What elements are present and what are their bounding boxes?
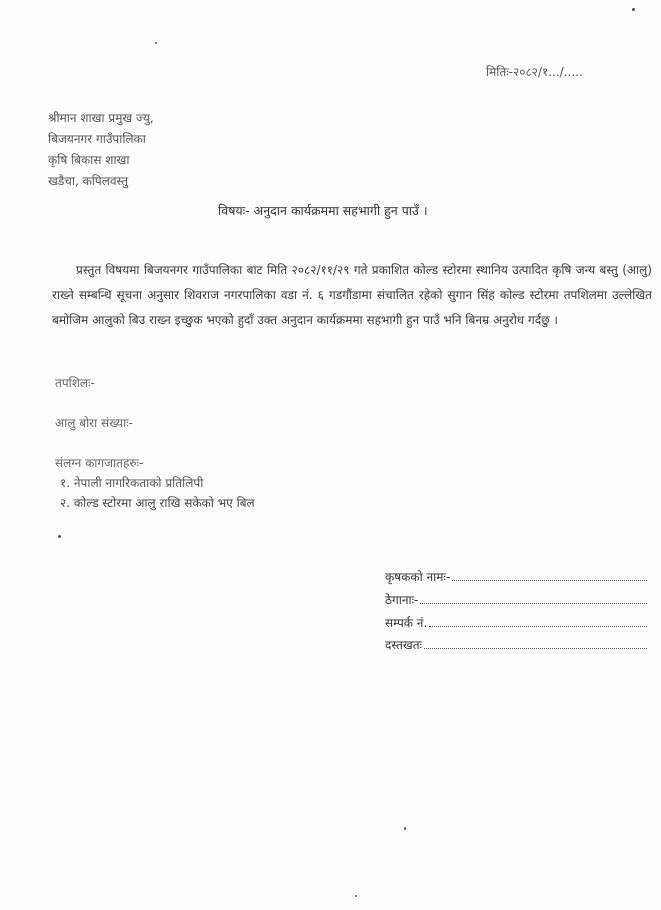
address-field — [385, 591, 647, 608]
scan-speck — [155, 42, 157, 44]
attachment-item: १. नेपाली नागरिकताको प्रतिलिपी — [60, 476, 204, 490]
dotted-line — [420, 593, 647, 604]
recipient-title: श्रीमान शाखा प्रमुख ज्यु, — [48, 111, 154, 125]
scan-speck — [355, 895, 357, 897]
recipient-location: खडैचा, कपिलवस्तु — [48, 174, 129, 188]
scan-speck — [404, 827, 406, 830]
recipient-office: बिजयनगर गाउँपालिका — [48, 132, 146, 146]
attachments-title: संलग्न कागजातहरुः- — [55, 456, 144, 470]
signature-label: दस्तखतः — [385, 638, 422, 652]
attachment-item: २. कोल्ड स्टोरमा आलु राखि सकेको भए बिल — [60, 496, 255, 510]
signature-field — [385, 636, 647, 653]
farmer-name-field — [385, 568, 647, 585]
farmer-name-label: कृषकको नामः- — [385, 570, 451, 584]
dotted-line — [429, 616, 647, 627]
address-label: ठेगानाः- — [385, 593, 419, 607]
scan-speck — [632, 8, 635, 11]
letter-date: मितिः-२०८२/१.../..... — [486, 65, 583, 79]
scan-speck — [58, 535, 61, 538]
dotted-line — [452, 570, 647, 581]
dotted-line — [424, 638, 647, 649]
potato-sacks-label: आलु बोरा संख्याः- — [55, 416, 133, 430]
contact-field — [385, 614, 647, 631]
recipient-section: कृषि बिकास शाखा — [48, 153, 130, 167]
letter-body: प्रस्तुत विषयमा बिजयनगर गाउँपालिका बाट मिति २०८२/११/२९ गते प्रकाशित कोल्ड स्टोरमा स्थानिय उत्पादित कृषि जन्य बस्तु (आलु) राख्ने सम्बन्धि सूचना अनुसार शिवराज नगरपालिका वडा नं. ६ गडगौंडामा संचालित रहेको सुगान सिंह कोल्ड स्टोरमा तपशिलमा उल्लेखित बमोजिम आलुको बिउ राख्न इच्छुक भएको हुदाँ उक्त अनुदान कार्यक्रममा सहभागी हुन पाउँ भनि बिनम्र अनुरोध गर्दछु । — [52, 263, 652, 327]
contact-label: सम्पर्क नं. — [385, 616, 428, 630]
letter-subject: विषयः- अनुदान कार्यक्रममा सहभागी हुन पाउँ । — [218, 203, 428, 218]
details-label: तपशिलः- — [55, 376, 95, 390]
